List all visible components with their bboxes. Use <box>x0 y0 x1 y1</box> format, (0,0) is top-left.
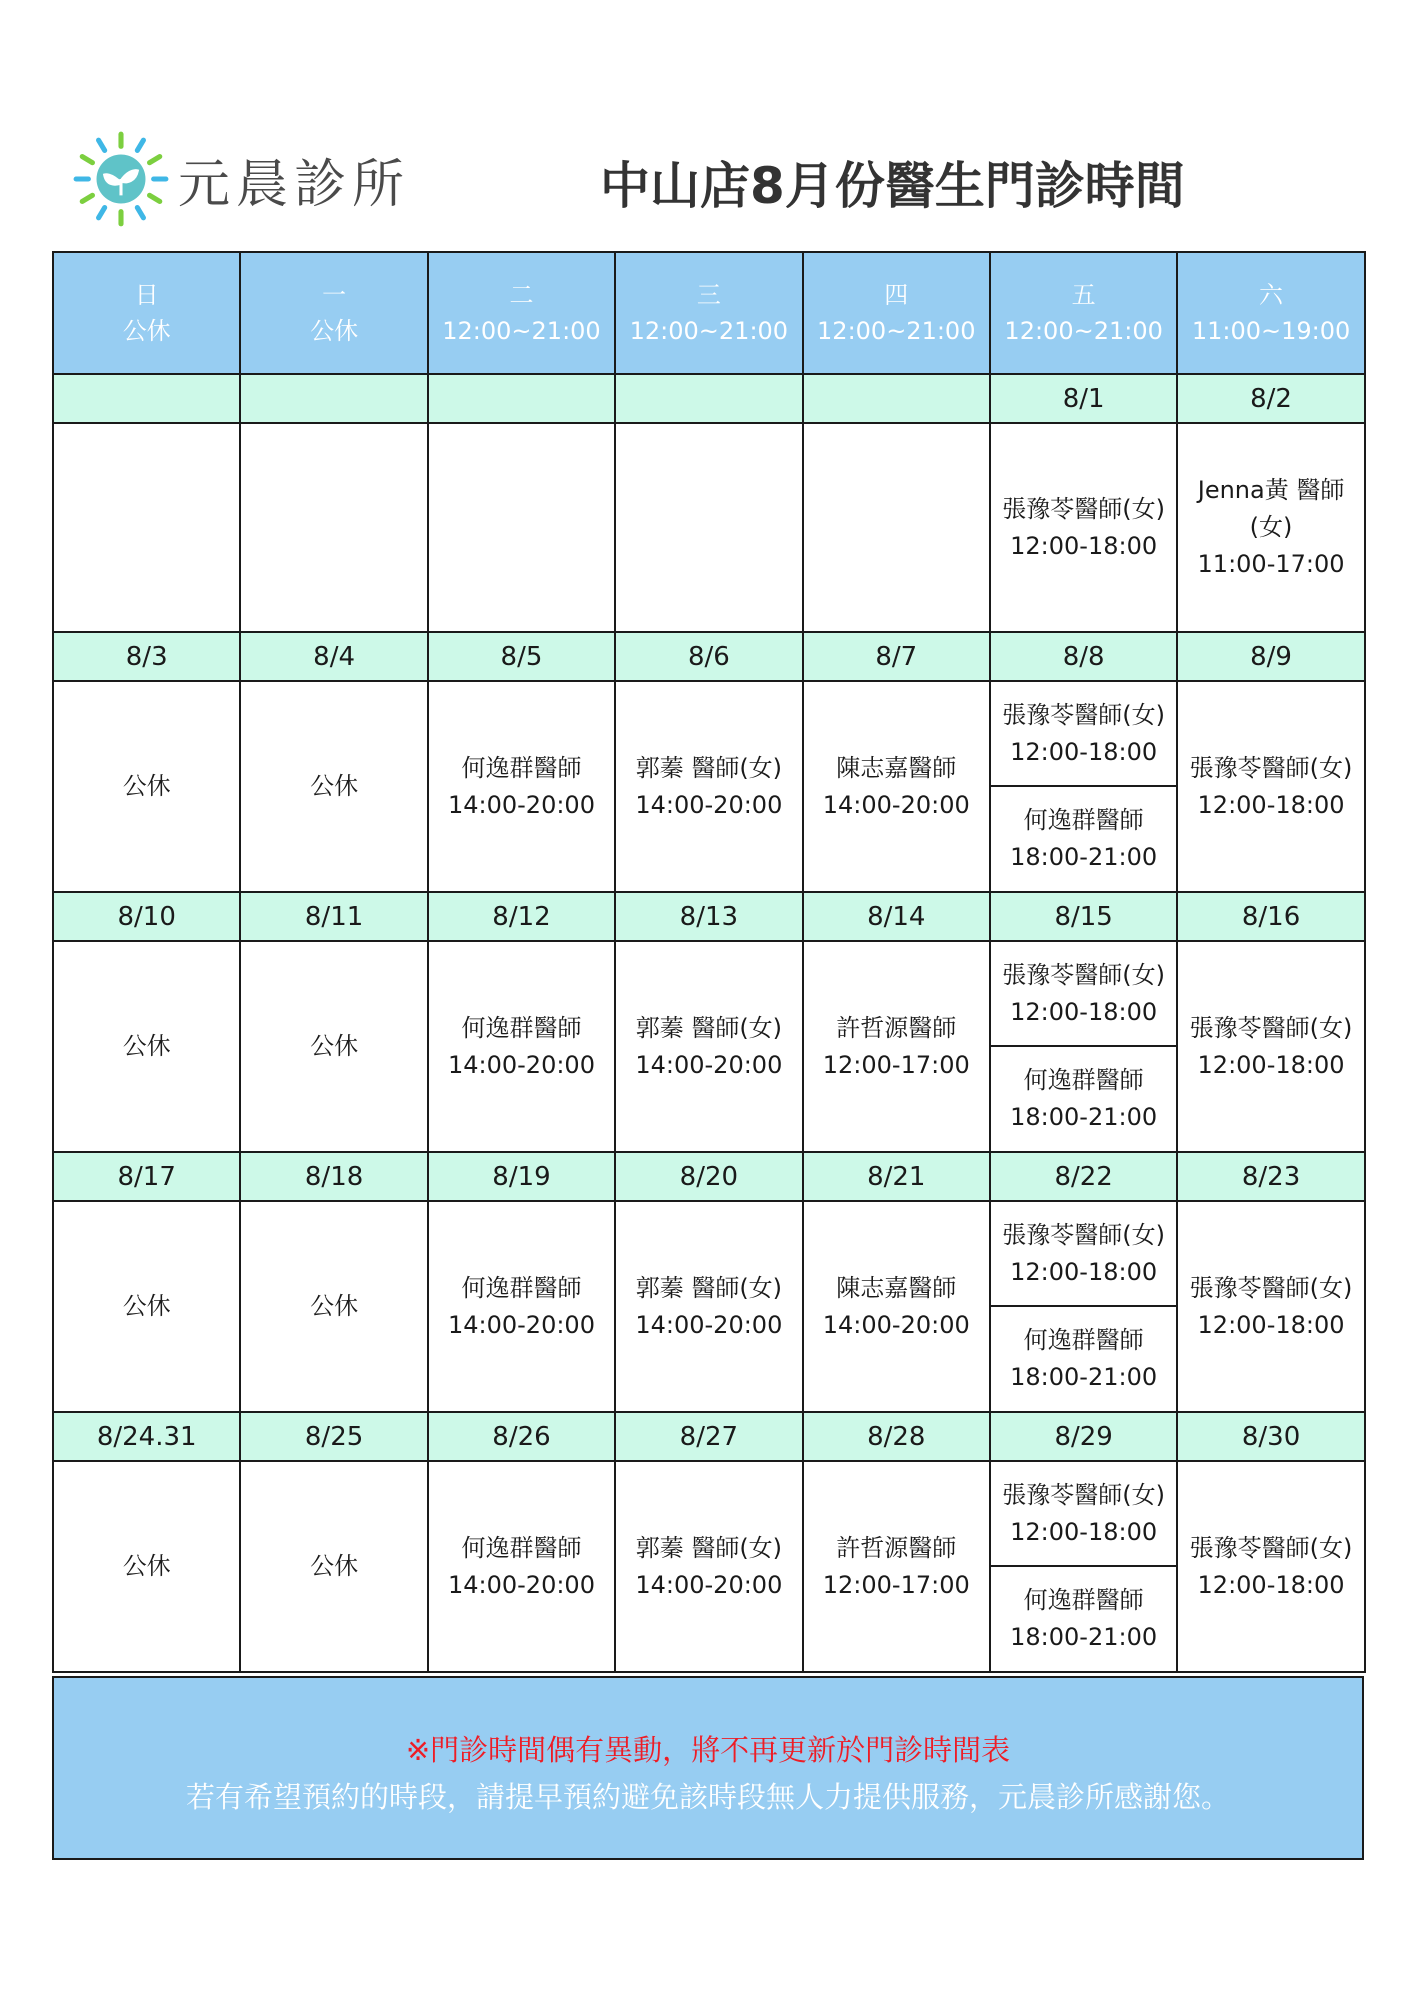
doctor-name: 陳志嘉醫師 <box>836 753 957 782</box>
doctor-name: 郭蓁 醫師(女) <box>635 1533 783 1562</box>
doctor-name: 何逸群醫師 <box>1023 1066 1144 1094</box>
schedule-cell <box>990 1461 1177 1672</box>
shift-time: 12:00-18:00 <box>1010 531 1158 560</box>
schedule-cell <box>53 423 240 632</box>
schedule-cell <box>615 941 802 1152</box>
doctor-name: 張豫苓醫師(女) <box>1002 1220 1166 1249</box>
weekday-hours: 12:00~21:00 <box>1004 317 1163 345</box>
schedule-cell <box>803 423 990 632</box>
doctor-name: 張豫苓醫師(女) <box>1002 700 1166 729</box>
shift-block <box>991 1462 1176 1567</box>
weekday-header <box>53 252 240 374</box>
shift-time: 14:00-20:00 <box>447 790 595 819</box>
doctor-name: 張豫苓醫師(女) <box>1189 753 1353 782</box>
date-cell <box>428 374 615 423</box>
doctor-name: 張豫苓醫師(女) <box>1002 1480 1166 1509</box>
weekday-header <box>990 252 1177 374</box>
doctor-name: 郭蓁 醫師(女) <box>635 753 783 782</box>
date-cell: 8/14 <box>803 892 990 941</box>
date-cell: 8/3 <box>53 632 240 681</box>
weekday-name: 一 <box>322 281 347 309</box>
schedule-cell <box>615 1201 802 1412</box>
doctor-name: (女) <box>1249 513 1293 541</box>
date-cell: 8/10 <box>53 892 240 941</box>
weekday-name: 二 <box>509 281 534 309</box>
schedule-row <box>53 1201 1365 1412</box>
schedule-cell <box>1177 1201 1364 1412</box>
date-row <box>53 1412 1365 1461</box>
shift-time: 12:00-17:00 <box>822 1570 970 1599</box>
schedule-cell <box>428 1201 615 1412</box>
schedule-row <box>53 681 1365 892</box>
date-cell <box>803 374 990 423</box>
date-row <box>53 1152 1365 1201</box>
date-cell: 8/19 <box>428 1152 615 1201</box>
doctor-name: 張豫苓醫師(女) <box>1002 494 1166 523</box>
doctor-name: 何逸群醫師 <box>461 1273 582 1302</box>
date-cell: 8/11 <box>240 892 427 941</box>
shift-time: 14:00-20:00 <box>635 1050 783 1079</box>
shift-block <box>991 942 1176 1047</box>
schedule-cell <box>990 423 1177 632</box>
schedule-cell <box>240 1201 427 1412</box>
shift-time: 12:00-18:00 <box>1197 1050 1345 1079</box>
schedule-cell <box>240 423 427 632</box>
schedule-cell <box>615 1461 802 1672</box>
date-cell: 8/26 <box>428 1412 615 1461</box>
date-cell: 8/16 <box>1177 892 1364 941</box>
doctor-name: 何逸群醫師 <box>461 1013 582 1042</box>
date-cell <box>615 374 802 423</box>
schedule-cell <box>240 1461 427 1672</box>
schedule-cell <box>1177 423 1364 632</box>
schedule-cell <box>1177 1461 1364 1672</box>
shift-time: 14:00-20:00 <box>635 1310 783 1339</box>
date-cell: 8/12 <box>428 892 615 941</box>
booking-message: 若有希望預約的時段，請提早預約避免該時段無人力提供服務，元晨診所感謝您。 <box>185 1780 1230 1814</box>
date-cell: 8/21 <box>803 1152 990 1201</box>
doctor-name: 公休 <box>122 1552 171 1580</box>
date-row <box>53 374 1365 423</box>
shift-time: 12:00-18:00 <box>1197 790 1345 819</box>
doctor-name: 張豫苓醫師(女) <box>1189 1273 1353 1302</box>
weekday-hours: 公休 <box>310 317 359 345</box>
date-cell: 8/29 <box>990 1412 1177 1461</box>
doctor-name: 公休 <box>310 1032 359 1060</box>
date-cell: 8/24.31 <box>53 1412 240 1461</box>
doctor-name: 張豫苓醫師(女) <box>1189 1013 1353 1042</box>
weekday-hours: 12:00~21:00 <box>629 317 789 345</box>
schedule-cell <box>428 1461 615 1672</box>
schedule-cell <box>803 941 990 1152</box>
shift-time: 18:00-21:00 <box>1010 843 1158 871</box>
date-cell: 8/8 <box>990 632 1177 681</box>
shift-time: 12:00-18:00 <box>1010 737 1158 766</box>
doctor-name: 何逸群醫師 <box>461 1533 582 1562</box>
date-cell: 8/25 <box>240 1412 427 1461</box>
schedule-cell <box>990 941 1177 1152</box>
weekday-hours: 11:00~19:00 <box>1191 317 1351 345</box>
shift-time: 18:00-21:00 <box>1010 1363 1158 1391</box>
doctor-name: 許哲源醫師 <box>836 1013 957 1042</box>
schedule-cell <box>803 681 990 892</box>
doctor-name: 公休 <box>310 1292 359 1320</box>
date-cell: 8/22 <box>990 1152 1177 1201</box>
date-row <box>53 632 1365 681</box>
schedule-table <box>52 251 1366 1673</box>
schedule-cell <box>53 681 240 892</box>
change-notice: ※門診時間偶有異動，將不再更新於門診時間表 <box>405 1733 1011 1767</box>
doctor-name: 公休 <box>122 1292 171 1320</box>
weekday-hours: 12:00~21:00 <box>442 317 601 345</box>
shift-block <box>991 1202 1176 1307</box>
date-cell: 8/13 <box>615 892 802 941</box>
shift-block <box>991 1047 1176 1151</box>
shift-time: 14:00-20:00 <box>447 1050 595 1079</box>
schedule-cell <box>53 941 240 1152</box>
shift-time: 18:00-21:00 <box>1010 1103 1158 1131</box>
schedule-cell <box>240 681 427 892</box>
doctor-name: 何逸群醫師 <box>461 753 582 782</box>
doctor-name: 郭蓁 醫師(女) <box>635 1273 783 1302</box>
date-cell: 8/6 <box>615 632 802 681</box>
doctor-name: 張豫苓醫師(女) <box>1002 960 1166 989</box>
shift-time: 18:00-21:00 <box>1010 1623 1158 1651</box>
schedule-cell <box>428 681 615 892</box>
doctor-name: 公休 <box>310 772 359 800</box>
shift-time: 12:00-18:00 <box>1010 997 1158 1026</box>
schedule-cell <box>53 1201 240 1412</box>
doctor-name: 何逸群醫師 <box>1023 1586 1144 1614</box>
shift-time: 12:00-18:00 <box>1010 1257 1158 1286</box>
shift-time: 12:00-17:00 <box>822 1050 970 1079</box>
weekday-header <box>615 252 802 374</box>
shift-block <box>991 787 1176 891</box>
weekday-header <box>1177 252 1364 374</box>
date-cell: 8/15 <box>990 892 1177 941</box>
shift-time: 14:00-20:00 <box>635 790 783 819</box>
shift-block <box>991 1567 1176 1671</box>
date-cell: 8/17 <box>53 1152 240 1201</box>
date-cell: 8/27 <box>615 1412 802 1461</box>
shift-time: 14:00-20:00 <box>447 1310 595 1339</box>
weekday-name: 六 <box>1259 281 1284 309</box>
schedule-cell <box>53 1461 240 1672</box>
sun-sprout-logo-icon <box>70 128 172 230</box>
footer-notice <box>52 1676 1364 1860</box>
doctor-name: 陳志嘉醫師 <box>836 1273 957 1302</box>
schedule-row <box>53 1461 1365 1672</box>
doctor-name: 郭蓁 醫師(女) <box>635 1013 783 1042</box>
shift-time: 12:00-18:00 <box>1197 1310 1345 1339</box>
schedule-cell <box>615 423 802 632</box>
clinic-name: 元晨診所 <box>178 154 411 215</box>
doctor-name: 公休 <box>122 1032 171 1060</box>
schedule-cell <box>803 1201 990 1412</box>
shift-time: 12:00-18:00 <box>1010 1517 1158 1546</box>
doctor-name: 何逸群醫師 <box>1023 806 1144 834</box>
doctor-name: 何逸群醫師 <box>1023 1326 1144 1354</box>
date-cell: 8/2 <box>1177 374 1364 423</box>
doctor-name: 公休 <box>122 772 171 800</box>
weekday-hours: 12:00~21:00 <box>817 317 976 345</box>
shift-block <box>991 1307 1176 1411</box>
schedule-row <box>53 941 1365 1152</box>
date-cell: 8/23 <box>1177 1152 1364 1201</box>
weekday-name: 四 <box>884 281 909 309</box>
schedule-cell <box>1177 941 1364 1152</box>
date-cell: 8/18 <box>240 1152 427 1201</box>
date-cell: 8/1 <box>990 374 1177 423</box>
weekday-header-row <box>53 252 1365 374</box>
weekday-name: 日 <box>134 281 159 309</box>
shift-time: 14:00-20:00 <box>447 1570 595 1599</box>
shift-block <box>991 682 1176 787</box>
schedule-cell <box>803 1461 990 1672</box>
date-row <box>53 892 1365 941</box>
doctor-name: 公休 <box>310 1552 359 1580</box>
schedule-cell <box>615 681 802 892</box>
date-cell: 8/5 <box>428 632 615 681</box>
shift-time: 14:00-20:00 <box>635 1570 783 1599</box>
weekday-header <box>428 252 615 374</box>
date-cell: 8/28 <box>803 1412 990 1461</box>
schedule-cell <box>428 941 615 1152</box>
weekday-header <box>240 252 427 374</box>
clinic-logo <box>70 128 440 230</box>
date-cell <box>53 374 240 423</box>
date-cell: 8/7 <box>803 632 990 681</box>
date-cell <box>240 374 427 423</box>
schedule-cell <box>990 681 1177 892</box>
shift-time: 11:00-17:00 <box>1197 550 1345 578</box>
shift-time: 14:00-20:00 <box>822 1310 970 1339</box>
page-title: 中山店8月份醫生門診時間 <box>600 157 1185 215</box>
schedule-cell <box>1177 681 1364 892</box>
date-cell: 8/30 <box>1177 1412 1364 1461</box>
shift-time: 14:00-20:00 <box>822 790 970 819</box>
doctor-name: 許哲源醫師 <box>836 1533 957 1562</box>
weekday-header <box>803 252 990 374</box>
weekday-hours: 公休 <box>122 317 171 345</box>
schedule-row <box>53 423 1365 632</box>
doctor-name: 張豫苓醫師(女) <box>1189 1533 1353 1562</box>
schedule-cell <box>428 423 615 632</box>
date-cell: 8/20 <box>615 1152 802 1201</box>
doctor-name: Jenna黃 醫師 <box>1197 476 1345 504</box>
weekday-name: 三 <box>696 281 721 309</box>
weekday-name: 五 <box>1071 281 1096 309</box>
date-cell: 8/4 <box>240 632 427 681</box>
schedule-cell <box>240 941 427 1152</box>
shift-time: 12:00-18:00 <box>1197 1570 1345 1599</box>
schedule-cell <box>990 1201 1177 1412</box>
date-cell: 8/9 <box>1177 632 1364 681</box>
